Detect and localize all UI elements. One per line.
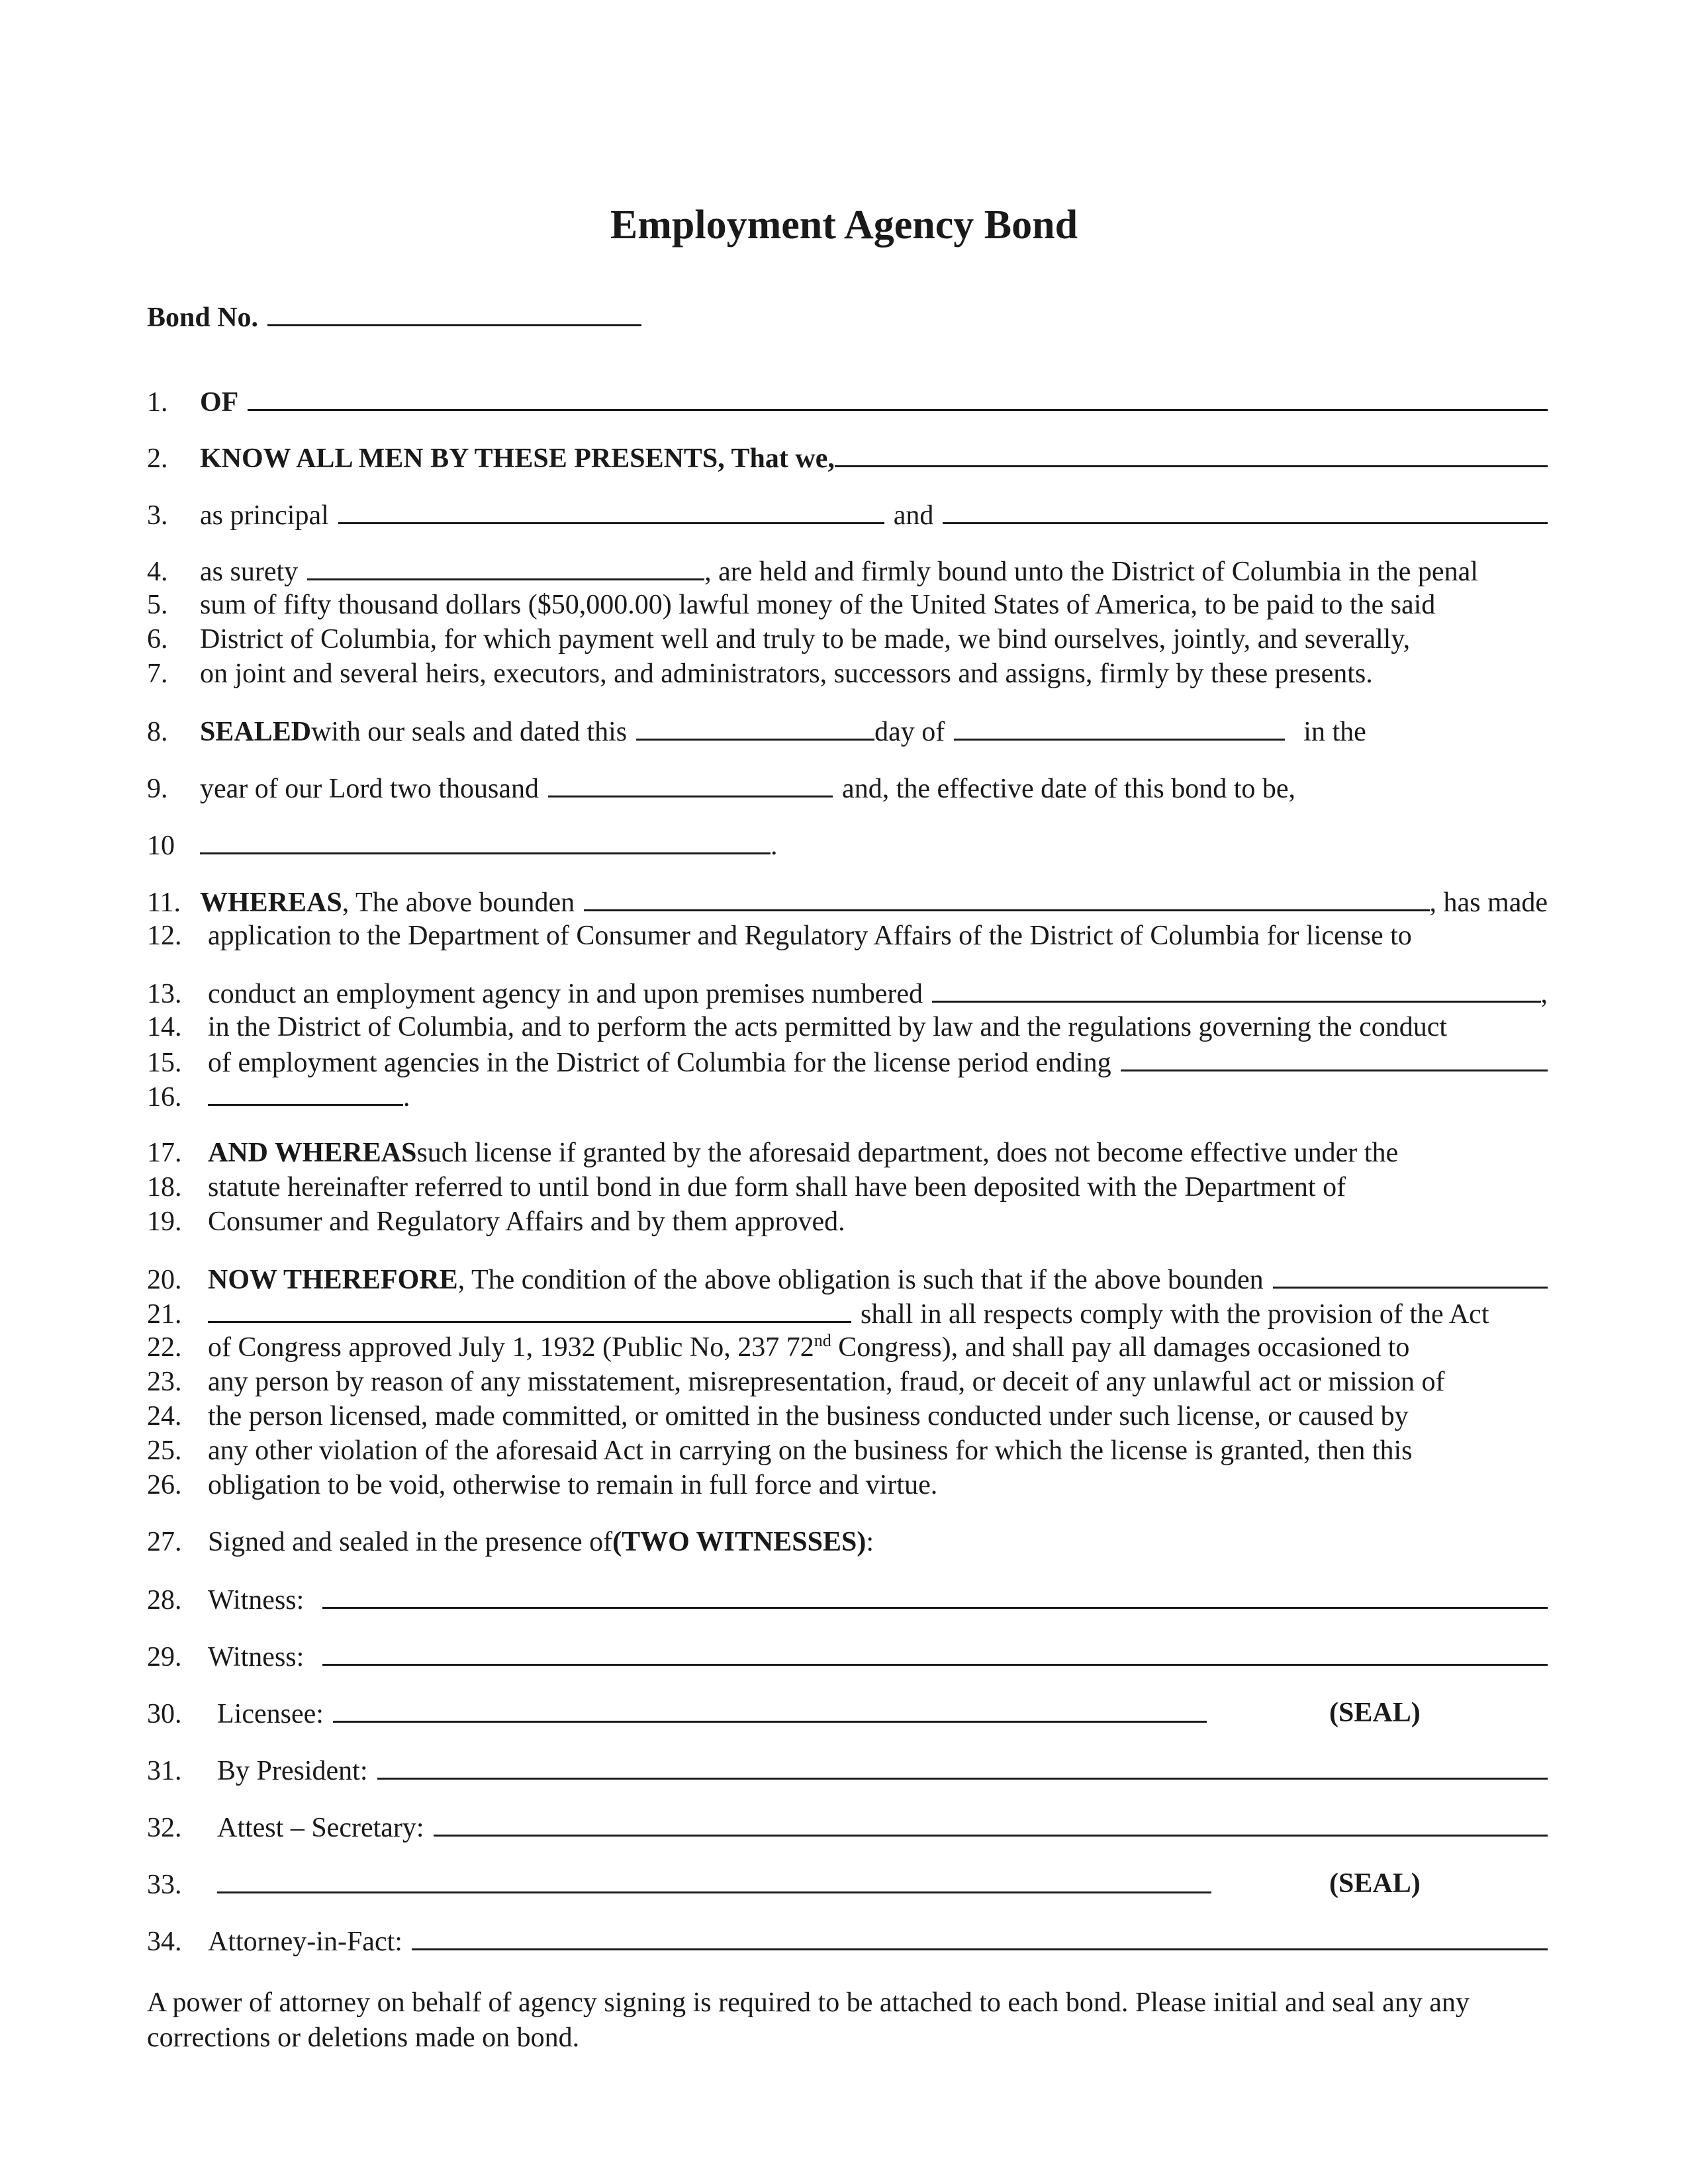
line-3 bbox=[147, 496, 1548, 533]
premises-label: conduct an employment agency in and upon premises numbered bbox=[208, 979, 923, 1009]
line-number: 11. bbox=[147, 887, 181, 918]
line-number: 10 bbox=[147, 831, 175, 861]
line-text: application to the Department of Consumer and Regulatory Affairs of the District of Columbia for license to bbox=[208, 921, 1412, 951]
line-13 bbox=[147, 974, 1548, 1011]
line-23 bbox=[147, 1363, 1548, 1400]
line-number: 31. bbox=[147, 1756, 182, 1786]
line-27 bbox=[147, 1524, 1548, 1561]
line-2 bbox=[147, 439, 1548, 476]
line-number: 2. bbox=[147, 443, 168, 474]
bond-number-field[interactable] bbox=[267, 298, 641, 326]
bond-number-row bbox=[147, 298, 1548, 335]
bounden-label: , The above bounden bbox=[342, 887, 575, 918]
line-text: such license if granted by the aforesaid department, does not become effective under the bbox=[416, 1138, 1399, 1168]
line-number: 4. bbox=[147, 557, 168, 587]
line-4 bbox=[147, 552, 1548, 589]
and-whereas-label: AND WHEREAS bbox=[208, 1138, 417, 1168]
line-text: any person by reason of any misstatement, misrepresentation, fraud, or deceit of any unlawful act or mission of bbox=[208, 1367, 1445, 1397]
day-of-label: day of bbox=[874, 717, 945, 747]
line-text: of Congress approved July 1, 1932 (Public No, 237 72nd Congress), and shall pay all damages occasioned to bbox=[208, 1331, 1410, 1363]
line-number: 14. bbox=[147, 1012, 182, 1042]
signed-sealed-label: Signed and sealed in the presence of bbox=[208, 1527, 613, 1557]
license-period-field-2[interactable] bbox=[208, 1077, 403, 1106]
line-number: 19. bbox=[147, 1206, 182, 1237]
period: . bbox=[403, 1082, 410, 1113]
line-21 bbox=[147, 1295, 1548, 1332]
line-7 bbox=[147, 655, 1548, 692]
premises-field[interactable] bbox=[932, 974, 1540, 1003]
year-field[interactable] bbox=[548, 769, 833, 797]
line-17 bbox=[147, 1134, 1548, 1171]
witness-label: Witness: bbox=[208, 1585, 305, 1615]
comma: , bbox=[1540, 979, 1548, 1009]
line-number: 26. bbox=[147, 1470, 182, 1500]
bounden-field[interactable] bbox=[584, 883, 1429, 911]
has-made-label: , has made bbox=[1429, 887, 1548, 918]
line-number: 25. bbox=[147, 1435, 182, 1466]
whereas-label: WHEREAS bbox=[200, 887, 342, 918]
line-18 bbox=[147, 1169, 1548, 1206]
secretary-field[interactable] bbox=[434, 1808, 1548, 1837]
by-president-label: By President: bbox=[217, 1756, 368, 1786]
line-number: 24. bbox=[147, 1401, 182, 1432]
line-text: on joint and several heirs, executors, and administrators, successors and assigns, firmly by these presents. bbox=[200, 659, 1373, 689]
principal-and-field[interactable] bbox=[943, 496, 1548, 524]
line-16 bbox=[147, 1077, 1548, 1115]
line-text: shall in all respects comply with the provision of the Act bbox=[861, 1299, 1489, 1330]
effective-date-field[interactable] bbox=[200, 826, 771, 854]
bounden-field-2[interactable] bbox=[1273, 1260, 1548, 1289]
footer-note: A power of attorney on behalf of agency signing is required to be attached to each bond. Please initial and seal any any corrections or deletions made on bond. bbox=[147, 1987, 1470, 2053]
line-number: 32. bbox=[147, 1813, 182, 1843]
line-12 bbox=[147, 917, 1548, 954]
licensee-field[interactable] bbox=[333, 1694, 1207, 1723]
line-26 bbox=[147, 1467, 1548, 1504]
line-number: 21. bbox=[147, 1299, 182, 1330]
line-text: obligation to be void, otherwise to remain in full force and virtue. bbox=[208, 1470, 938, 1500]
line-number: 34. bbox=[147, 1927, 182, 1957]
line-24 bbox=[147, 1398, 1548, 1435]
line-text: Consumer and Regulatory Affairs and by them approved. bbox=[208, 1206, 845, 1237]
licensee-label: Licensee: bbox=[217, 1699, 324, 1729]
line-number: 29. bbox=[147, 1642, 182, 1672]
dated-this-label: with our seals and dated this bbox=[311, 717, 628, 747]
line-number: 5. bbox=[147, 590, 168, 620]
line-text: sum of fifty thousand dollars ($50,000.00) lawful money of the United States of America, to be paid to the said bbox=[200, 590, 1436, 620]
line-9 bbox=[147, 769, 1548, 806]
line-22 bbox=[147, 1329, 1548, 1366]
witness-2-field[interactable] bbox=[322, 1637, 1548, 1666]
line-15 bbox=[147, 1043, 1548, 1080]
line-number: 23. bbox=[147, 1367, 182, 1397]
line-text: in the District of Columbia, and to perform the acts permitted by law and the regulations governing the conduct bbox=[208, 1012, 1448, 1042]
attest-secretary-label: Attest – Secretary: bbox=[217, 1813, 424, 1843]
surety-signature-field[interactable] bbox=[217, 1865, 1211, 1893]
principal-field[interactable] bbox=[338, 496, 884, 524]
line-number: 9. bbox=[147, 774, 168, 804]
line-25 bbox=[147, 1432, 1548, 1469]
line-6 bbox=[147, 621, 1548, 658]
attorney-in-fact-field[interactable] bbox=[412, 1922, 1548, 1950]
line-number: 16. bbox=[147, 1082, 182, 1113]
license-period-label: of employment agencies in the District of Columbia for the license period ending bbox=[208, 1048, 1111, 1078]
document-title: Employment Agency Bond bbox=[610, 203, 1078, 248]
line-8 bbox=[147, 712, 1548, 749]
line-number: 15. bbox=[147, 1048, 182, 1078]
two-witnesses-label: (TWO WITNESSES) bbox=[612, 1527, 867, 1557]
attorney-in-fact-label: Attorney-in-Fact: bbox=[208, 1927, 402, 1957]
principal-label: as principal bbox=[200, 500, 329, 531]
line-20 bbox=[147, 1260, 1548, 1297]
line-number: 18. bbox=[147, 1172, 182, 1203]
of-field[interactable] bbox=[248, 383, 1548, 411]
parties-field[interactable] bbox=[835, 439, 1548, 467]
seal-label: (SEAL) bbox=[1329, 1868, 1421, 1899]
president-field[interactable] bbox=[377, 1751, 1548, 1780]
line-text: the person licensed, made committed, or omitted in the business conducted under such license, or caused by bbox=[208, 1401, 1409, 1432]
line-1 bbox=[147, 383, 1548, 420]
surety-label: as surety bbox=[200, 557, 299, 587]
line-number: 17. bbox=[147, 1138, 182, 1168]
line-number: 7. bbox=[147, 659, 168, 689]
period: . bbox=[771, 831, 778, 861]
line-29 bbox=[147, 1637, 1548, 1674]
line-11 bbox=[147, 883, 1548, 920]
seal-label: (SEAL) bbox=[1329, 1698, 1421, 1728]
line-31 bbox=[147, 1751, 1548, 1788]
line-number: 13. bbox=[147, 979, 182, 1009]
line-number: 8. bbox=[147, 717, 168, 747]
line-28 bbox=[147, 1580, 1548, 1617]
line-text: any other violation of the aforesaid Act in carrying on the business for which the license is granted, then this bbox=[208, 1435, 1413, 1466]
line-text: , The condition of the above obligation is such that if the above bounden bbox=[457, 1265, 1264, 1295]
line-number: 22. bbox=[147, 1332, 182, 1363]
month-field[interactable] bbox=[954, 712, 1285, 741]
year-label: year of our Lord two thousand bbox=[200, 774, 539, 804]
in-the-label: in the bbox=[1303, 717, 1366, 747]
line-number: 33. bbox=[147, 1870, 182, 1900]
line-number: 30. bbox=[147, 1699, 182, 1729]
line-32 bbox=[147, 1808, 1548, 1845]
line-10 bbox=[147, 826, 1548, 863]
line-number: 20. bbox=[147, 1265, 182, 1295]
sealed-label: SEALED bbox=[200, 717, 312, 747]
effective-date-label: and, the effective date of this bond to be, bbox=[842, 774, 1296, 804]
line-number: 27. bbox=[147, 1527, 182, 1557]
line-14 bbox=[147, 1009, 1548, 1046]
and-label: and bbox=[893, 500, 934, 531]
line-34 bbox=[147, 1922, 1548, 1959]
line-number: 12. bbox=[147, 921, 182, 951]
witness-label: Witness: bbox=[208, 1642, 305, 1672]
know-all-men-label: KNOW ALL MEN BY THESE PRESENTS, That we, bbox=[200, 443, 835, 474]
line-number: 1. bbox=[147, 387, 168, 418]
line-number: 28. bbox=[147, 1585, 182, 1615]
surety-field[interactable] bbox=[307, 552, 704, 580]
license-period-field[interactable] bbox=[1121, 1043, 1548, 1071]
line-5 bbox=[147, 586, 1548, 623]
line-text: statute hereinafter referred to until bond in due form shall have been deposited with the Department of bbox=[208, 1172, 1346, 1203]
now-therefore-label: NOW THEREFORE bbox=[208, 1265, 458, 1295]
line-19 bbox=[147, 1203, 1548, 1240]
colon: : bbox=[866, 1527, 874, 1557]
bond-number-label: Bond No. bbox=[147, 302, 259, 333]
line-text: , are held and firmly bound unto the District of Columbia in the penal bbox=[704, 557, 1478, 587]
day-field[interactable] bbox=[636, 712, 874, 741]
line-number: 3. bbox=[147, 500, 168, 531]
witness-1-field[interactable] bbox=[322, 1580, 1548, 1609]
line-text: District of Columbia, for which payment well and truly to be made, we bind ourselves, jointly, and severally, bbox=[200, 624, 1411, 655]
line-number: 6. bbox=[147, 624, 168, 655]
bounden-field-3[interactable] bbox=[208, 1295, 851, 1323]
of-label: OF bbox=[200, 387, 239, 418]
